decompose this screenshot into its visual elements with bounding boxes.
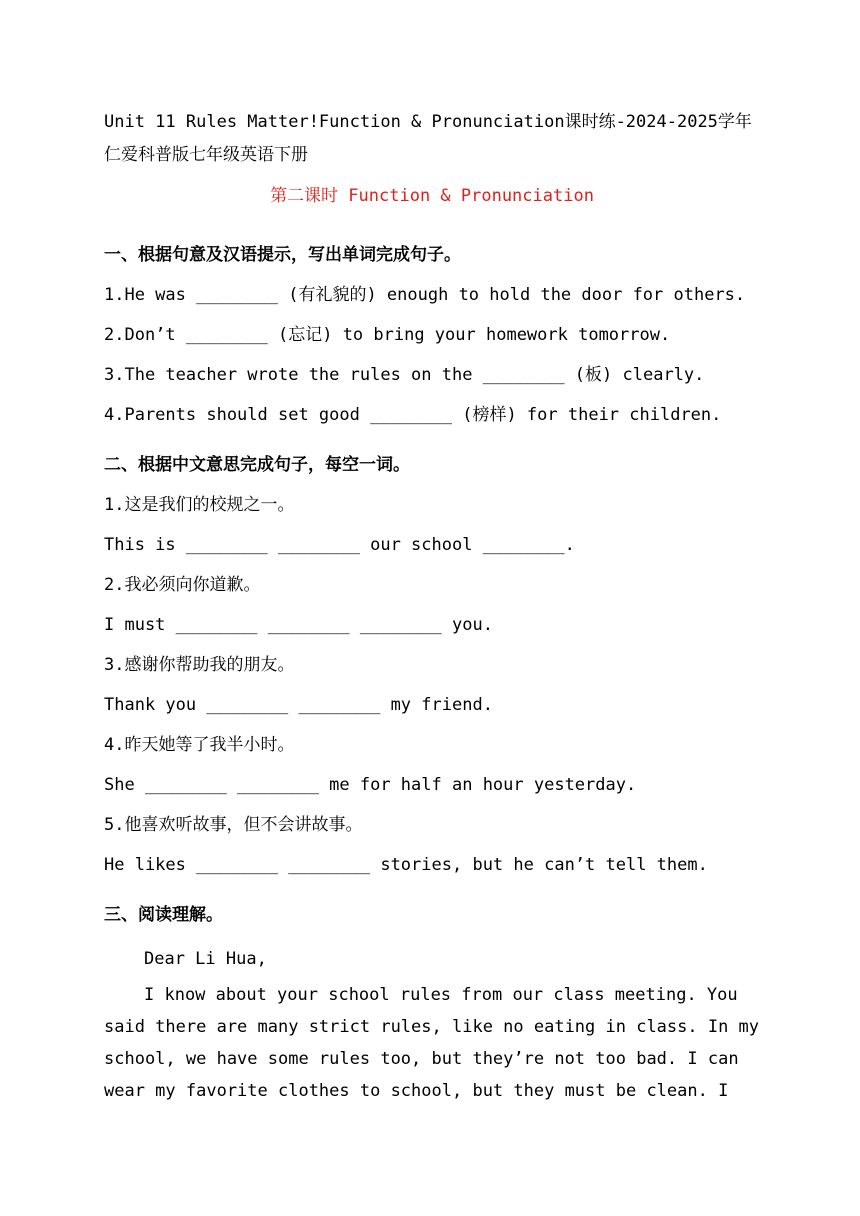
- section-2-item-cn: 3.感谢你帮助我的朋友。: [104, 655, 295, 675]
- section-1-item: 4.Parents should set good ________ (榜样) for their children.: [104, 405, 722, 425]
- document-title: Unit 11 Rules Matter!Function & Pronunciation课时练-2024-2025学年仁爱科普版七年级英语下册: [104, 112, 752, 165]
- section-2-item-en: I must ________ ________ ________ you.: [104, 615, 493, 635]
- section-2-item-cn: 1.这是我们的校规之一。: [104, 495, 295, 515]
- letter-paragraph: I know about your school rules from our class meeting. You said there are many strict rules, like no eating in class. In my school, we have some rules too, but they’re not too bad. I can wear my favorite clothes to school, but they must be clean. I: [104, 985, 760, 1101]
- section-2-item-en: He likes ________ ________ stories, but he can’t tell them.: [104, 855, 708, 875]
- section-1-item: 3.The teacher wrote the rules on the ________ (板) clearly.: [104, 365, 705, 385]
- letter-greeting: Dear Li Hua,: [144, 949, 267, 969]
- lesson-subtitle: 第二课时 Function & Pronunciation: [270, 186, 594, 206]
- section-2-item-cn: 2.我必须向你道歉。: [104, 575, 261, 595]
- section-1-heading: 一、根据句意及汉语提示，写出单词完成句子。: [104, 245, 461, 265]
- section-2-heading: 二、根据中文意思完成句子，每空一词。: [104, 455, 410, 475]
- section-2-item-en: Thank you ________ ________ my friend.: [104, 695, 493, 715]
- section-2-item-cn: 5.他喜欢听故事，但不会讲故事。: [104, 815, 363, 835]
- section-2-item-en: She ________ ________ me for half an hour yesterday.: [104, 775, 637, 795]
- section-1-item: 1.He was ________ (有礼貌的) enough to hold the door for others.: [104, 285, 746, 305]
- section-3-heading: 三、阅读理解。: [104, 905, 223, 925]
- section-2-item-en: This is ________ ________ our school ________.: [104, 535, 575, 555]
- section-2-item-cn: 4.昨天她等了我半小时。: [104, 735, 295, 755]
- section-1-item: 2.Don’t ________ (忘记) to bring your homework tomorrow.: [104, 325, 671, 345]
